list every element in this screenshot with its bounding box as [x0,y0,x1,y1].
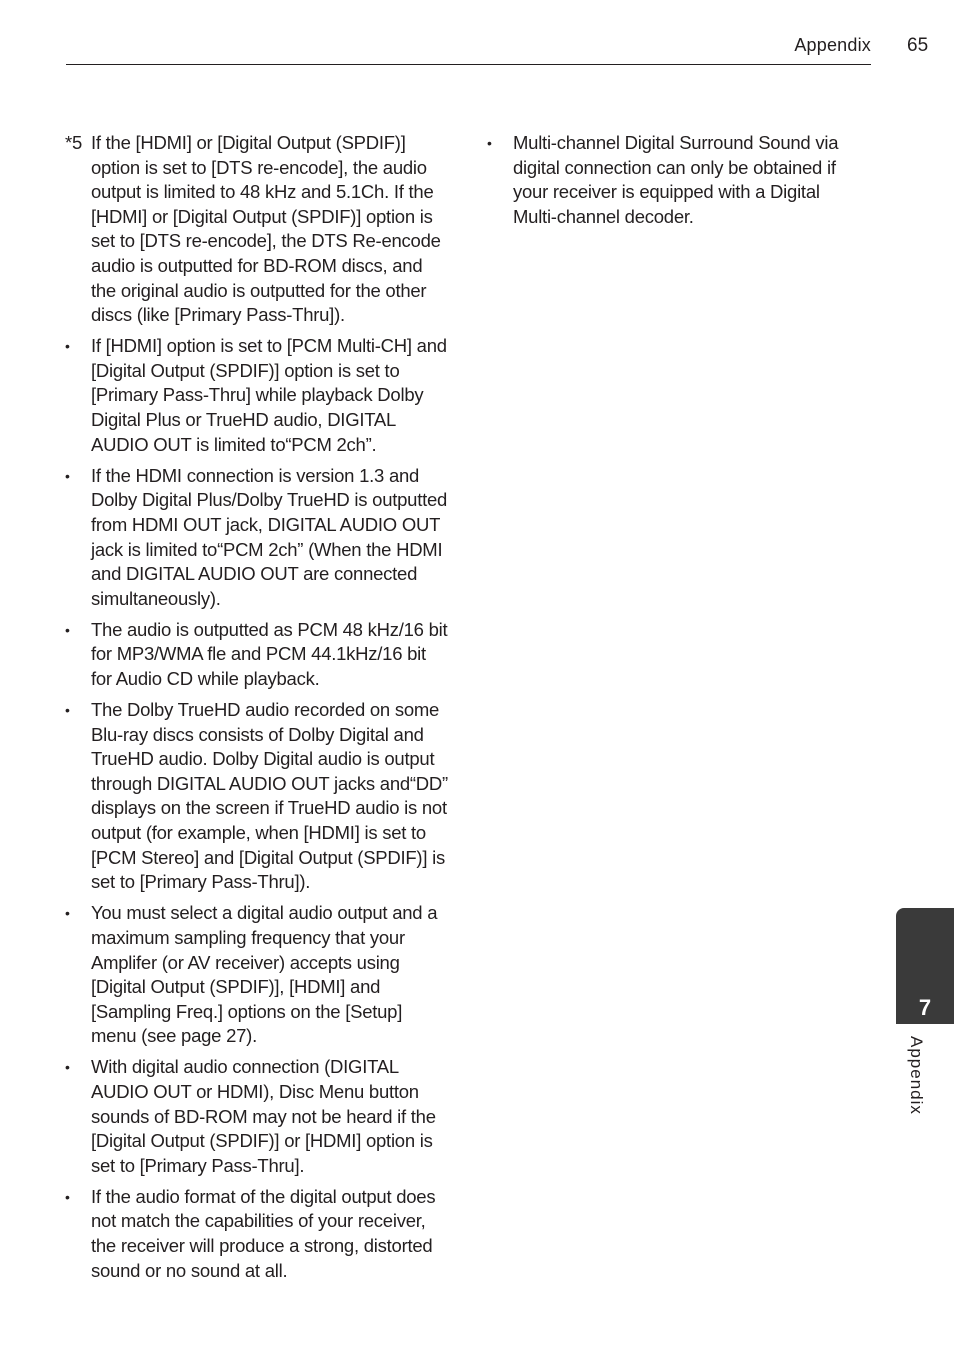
page-header [66,30,871,65]
list-item [487,131,855,229]
footnote-marker: *5 [65,132,82,153]
bullet-icon: • [65,1188,70,1205]
list-item-text: The Dolby TrueHD audio recorded on some Blu-ray discs consists of Dolby Digital and TrueHD audio. Dolby Digital audio is output through DIGITAL AUDIO OUT jacks and“DD” displays on the screen if TrueHD audio is not output (for example, when [HDMI] is set to [PCM Stereo] and [Digital Output (SPDIF)] is set to [Primary Pass-Thru]). [91,699,448,893]
list-item-text: The audio is outputted as PCM 48 kHz/16 bit for MP3/WMA fle and PCM 44.1kHz/16 bit for Audio CD while playback. [91,618,448,689]
list-item [65,901,451,1049]
list-item-text: Multi-channel Digital Surround Sound via digital connection can only be obtained if your receiver is equipped with a Digital Multi-channel decoder. [513,132,839,227]
chapter-number: 7 [918,995,932,1020]
left-column [65,131,451,1290]
list-item-text: You must select a digital audio output and a maximum sampling frequency that your Amplifer (or AV receiver) accepts using [Digital Output (SPDIF)], [HDMI] and [Sampling Freq.] options on the [Setup] menu (see page 27). [91,902,438,1047]
bullet-icon: • [65,621,70,638]
chapter-tab-label: Appendix [907,1036,926,1115]
bullet-icon: • [65,1059,70,1076]
footnote-5 [65,131,451,328]
bullet-icon: • [65,702,70,719]
bullet-icon: • [487,135,492,151]
list-item [65,334,451,457]
list-item-text: With digital audio connection (DIGITAL AUDIO OUT or HDMI), Disc Menu button sounds of BD-ROM may not be heard if the [Digital Output (SPDIF)] or [HDMI] option is set to [Primary Pass-Thru]. [91,1056,436,1176]
list-item [65,464,451,612]
list-item-text: If the audio format of the digital output does not match the capabilities of your receiver, the receiver will produce a strong, distorted sound or no sound at all. [91,1185,436,1281]
list-item [65,1185,451,1283]
header-section-title: Appendix [794,35,871,55]
list-item [65,618,451,692]
chapter-tab [896,908,954,1024]
list-item-text: If [HDMI] option is set to [PCM Multi-CH] and [Digital Output (SPDIF)] option is set to [Primary Pass-Thru] while playback Dolby Digital Plus or TrueHD audio, DIGITAL AUDIO OUT is limited to“PCM 2ch”. [91,335,447,455]
bullet-icon: • [65,467,70,484]
bullet-icon: • [65,338,70,355]
list-item [65,698,451,895]
bullet-icon: • [65,905,70,922]
page-number: 65 [907,35,929,56]
list-item [65,1055,451,1178]
list-item-text: If the HDMI connection is version 1.3 and Dolby Digital Plus/Dolby TrueHD is outputted from HDMI OUT jack, DIGITAL AUDIO OUT jack is limited to“PCM 2ch” (When the HDMI and DIGITAL AUDIO OUT are connected simultaneously). [91,464,448,609]
right-column [487,131,855,236]
footnote-text: If the [HDMI] or [Digital Output (SPDIF)] option is set to [DTS re-encode], the audio output is limited to 48 kHz and 5.1Ch. If the [HDMI] or [Digital Output (SPDIF)] option is set to [DTS re-encode], the DTS Re-encode audio is outputted for BD-ROM discs, and the original audio is outputted for the other discs (like [Primary Pass-Thru]). [91,132,441,326]
